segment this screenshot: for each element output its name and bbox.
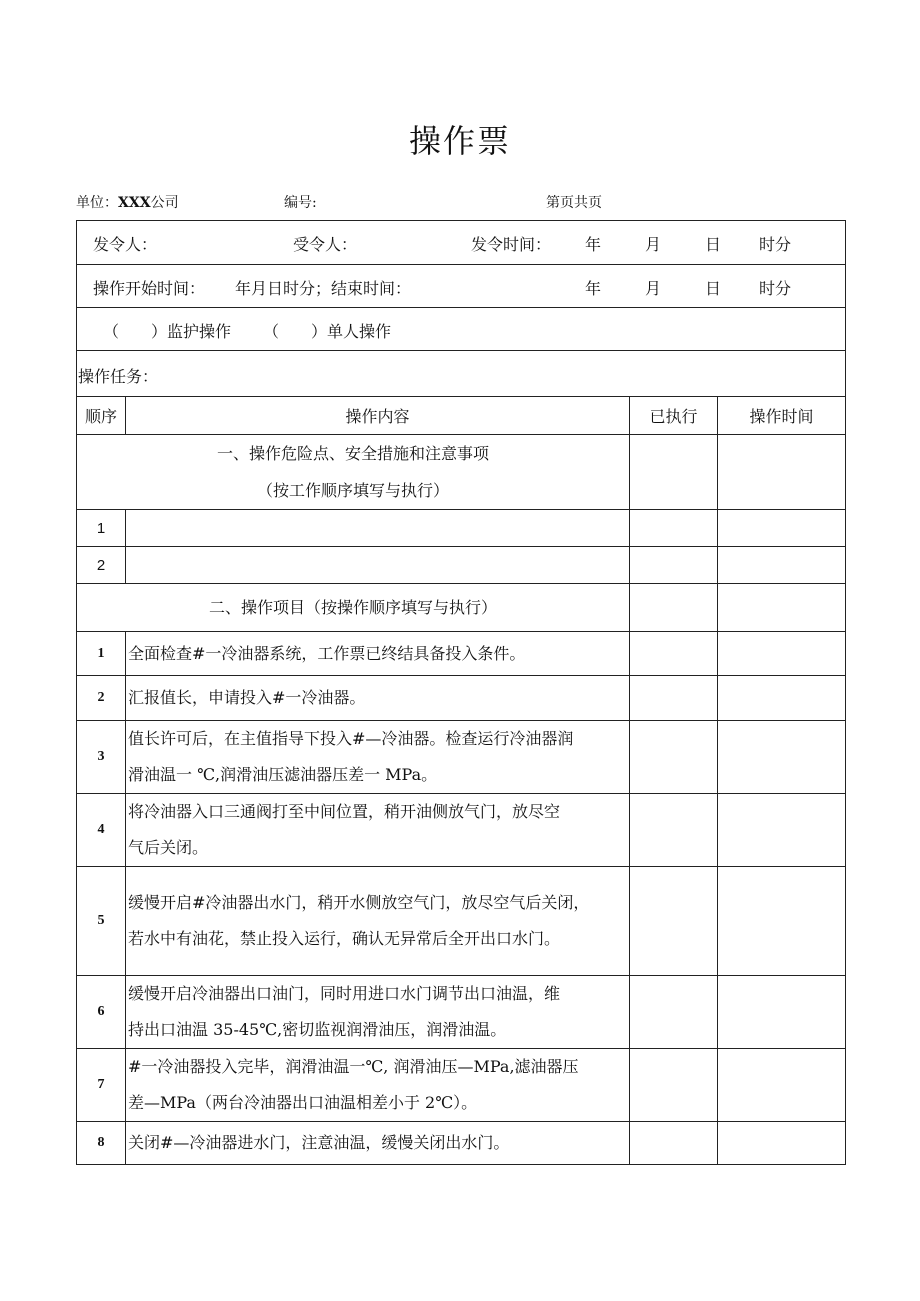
content-cell (126, 547, 630, 584)
col-header-order: 顺序 (77, 397, 126, 435)
operation-ticket-table (76, 220, 846, 1165)
time-cell (718, 794, 846, 867)
table-row (77, 1122, 846, 1165)
content-line: 缓慢开启#冷油器出水门，稍开水侧放空气门，放尽空气后关闭， (128, 893, 590, 912)
content-line: 关闭#—冷油器进水门，注意油温，缓慢关闭出水门。 (128, 1133, 510, 1152)
content-cell (126, 1122, 630, 1165)
issue-hourmin-label: 时分 (759, 235, 792, 254)
col-header-executed: 已执行 (630, 397, 718, 435)
executed-cell (630, 676, 718, 721)
row-number: 2 (77, 676, 126, 721)
content-cell (126, 976, 630, 1049)
executed-cell (630, 632, 718, 676)
unit-suffix: 公司 (150, 195, 179, 211)
table-row (77, 676, 846, 721)
unit-field (76, 192, 179, 212)
content-line: 汇报值长，申请投入#一冷油器。 (128, 688, 366, 707)
content-cell (126, 632, 630, 676)
end-month-label: 月 (645, 279, 662, 298)
time-cell (718, 584, 846, 632)
executed-cell (630, 867, 718, 976)
issue-time-label: 发令时间： (471, 235, 552, 254)
unit-label: 单位： (76, 195, 118, 211)
content-line: 将冷油器入口三通阀打至中间位置，稍开油侧放气门，放尽空 (128, 802, 561, 821)
table-row (77, 547, 846, 584)
time-cell (718, 435, 846, 510)
end-hourmin-label: 时分 (759, 279, 792, 298)
serial-label: 编号: (284, 195, 317, 211)
issuer-label: 发令人： (93, 235, 158, 254)
mode-row (77, 308, 846, 351)
receiver-label: 受令人： (293, 235, 358, 254)
content-line: 气后关闭。 (128, 838, 209, 857)
row-number: 1 (77, 632, 126, 676)
col-header-content: 操作内容 (126, 397, 630, 435)
section2-title-cell (77, 584, 630, 632)
row-number: 7 (77, 1049, 126, 1122)
executed-cell (630, 435, 718, 510)
table-row (77, 721, 846, 794)
content-cell (126, 1049, 630, 1122)
executed-cell (630, 547, 718, 584)
task-row (77, 351, 846, 397)
start-end-time-value: 年月日时分；结束时间： (235, 279, 412, 298)
executed-cell (630, 1049, 718, 1122)
unit-value: XXX (118, 195, 151, 211)
table-row (77, 867, 846, 976)
time-cell (718, 510, 846, 547)
time-cell (718, 721, 846, 794)
time-cell (718, 632, 846, 676)
content-cell (126, 676, 630, 721)
section1-title-row (77, 435, 846, 510)
row-number: 8 (77, 1122, 126, 1165)
page-count-label: 第页共页 (546, 195, 602, 211)
section1-title-cell (77, 435, 630, 510)
content-cell (126, 510, 630, 547)
table-row (77, 794, 846, 867)
section1-title: 一、操作危险点、安全措施和注意事项 (216, 444, 489, 463)
time-row (77, 265, 846, 308)
end-day-label: 日 (705, 279, 722, 298)
content-line: 差—MPa（两台冷油器出口油温相差小于 2℃）。 (128, 1093, 478, 1112)
executed-cell (630, 976, 718, 1049)
time-cell (718, 1049, 846, 1122)
row-number: 2 (77, 547, 126, 584)
start-time-label: 操作开始时间： (93, 279, 206, 298)
executed-cell (630, 510, 718, 547)
table-row (77, 632, 846, 676)
table-row (77, 1049, 846, 1122)
task-label: 操作任务： (78, 367, 159, 386)
page-title: 操作票 (408, 122, 511, 160)
issue-day-label: 日 (705, 235, 722, 254)
executed-cell (630, 721, 718, 794)
mode-supervised: （ ）监护操作 (103, 322, 232, 341)
table-row (77, 976, 846, 1049)
content-line: 若水中有油花，禁止投入运行，确认无异常后全开出口水门。 (128, 929, 561, 948)
row-number: 6 (77, 976, 126, 1049)
content-line: 值长许可后，在主值指导下投入#—冷油器。检查运行冷油器润 (128, 729, 574, 748)
row-number: 1 (77, 510, 126, 547)
executed-cell (630, 1122, 718, 1165)
time-cell (718, 976, 846, 1049)
row-number: 3 (77, 721, 126, 794)
section2-title: 二、操作项目（按操作顺序填写与执行） (208, 598, 497, 617)
issue-year-label: 年 (585, 235, 602, 254)
time-cell (718, 867, 846, 976)
row-number: 5 (77, 867, 126, 976)
time-cell (718, 676, 846, 721)
row-number: 4 (77, 794, 126, 867)
content-line: 全面检查#一冷油器系统，工作票已终结具备投入条件。 (128, 643, 526, 663)
content-line: 持出口油温 35-45℃,密切监视润滑油压，润滑油温。 (128, 1020, 507, 1039)
issue-month-label: 月 (645, 235, 662, 254)
executed-cell (630, 794, 718, 867)
content-line: #一冷油器投入完毕，润滑油温一℃, 润滑油压—MPa,滤油器压 (128, 1057, 579, 1076)
executed-cell (630, 584, 718, 632)
col-header-time: 操作时间 (718, 397, 846, 435)
time-cell (718, 547, 846, 584)
column-header-row (77, 397, 846, 435)
content-cell (126, 794, 630, 867)
content-line: 缓慢开启冷油器出口油门，同时用进口水门调节出口油温，维 (128, 984, 561, 1003)
mode-single: （ ）单人操作 (263, 322, 392, 341)
content-cell (126, 721, 630, 794)
end-year-label: 年 (585, 279, 602, 298)
section2-title-row (77, 584, 846, 632)
section1-subtitle: （按工作顺序填写与执行） (256, 481, 449, 500)
content-cell (126, 867, 630, 976)
order-row (77, 221, 846, 265)
time-cell (718, 1122, 846, 1165)
table-row (77, 510, 846, 547)
content-line: 滑油温一 ℃,润滑油压滤油器压差一 MPa。 (128, 765, 438, 784)
